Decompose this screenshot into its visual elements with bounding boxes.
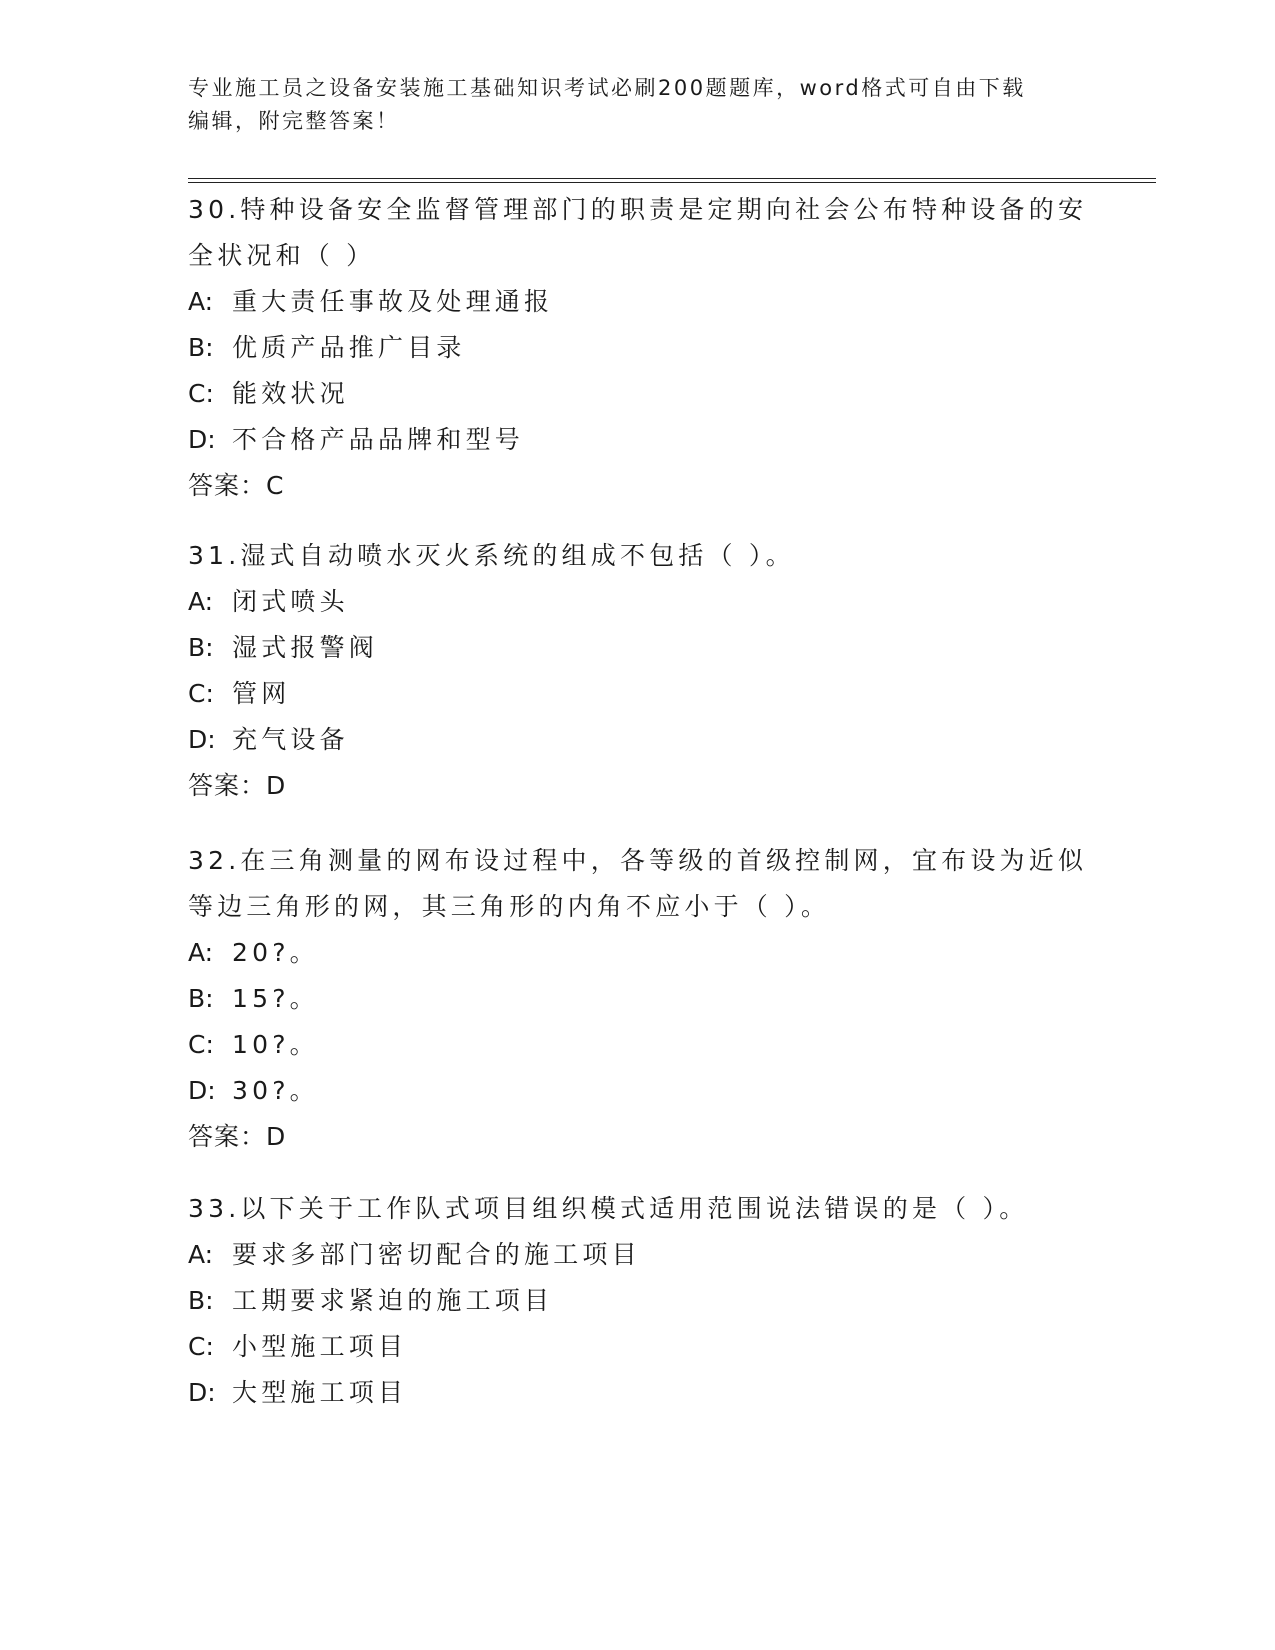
option-text: 重大责任事故及处理通报: [232, 287, 554, 316]
option-a: [188, 579, 1088, 625]
option-a: [188, 930, 1088, 976]
header-line-2: 编辑，附完整答案！: [188, 109, 400, 133]
option-text: 闭式喷头: [232, 587, 349, 616]
option-label: D:: [188, 725, 216, 754]
option-text: 30?。: [232, 1076, 319, 1105]
document-header: [188, 72, 1088, 138]
option-text: 小型施工项目: [232, 1332, 408, 1361]
option-c: [188, 1022, 1088, 1068]
option-text: 大型施工项目: [232, 1378, 408, 1407]
option-text: 10?。: [232, 1030, 319, 1059]
option-text: 充气设备: [232, 725, 349, 754]
option-label: A:: [188, 1240, 214, 1269]
option-b: [188, 325, 1088, 371]
question-stem: 31.湿式自动喷水灭火系统的组成不包括（ ）。: [188, 541, 795, 570]
option-b: [188, 1278, 1088, 1324]
option-b: [188, 625, 1088, 671]
option-text: 优质产品推广目录: [232, 333, 466, 362]
option-label: C:: [188, 1332, 214, 1361]
option-text: 能效状况: [232, 379, 349, 408]
option-d: [188, 717, 1088, 763]
question-32: [188, 838, 1088, 1160]
header-line-1: 专业施工员之设备安装施工基础知识考试必刷200题题库，word格式可自由下载: [188, 76, 1026, 100]
answer: 答案：C: [188, 471, 285, 500]
option-d: [188, 417, 1088, 463]
option-label: B:: [188, 1286, 214, 1315]
option-d: [188, 1068, 1088, 1114]
option-text: 工期要求紧迫的施工项目: [232, 1286, 554, 1315]
option-text: 不合格产品品牌和型号: [232, 425, 525, 454]
question-stem: 全状况和（ ）: [188, 241, 376, 270]
option-c: [188, 1324, 1088, 1370]
option-label: A:: [188, 287, 214, 316]
question-31: [188, 533, 1088, 809]
question-33: [188, 1186, 1088, 1416]
option-b: [188, 976, 1088, 1022]
option-text: 湿式报警阀: [232, 633, 379, 662]
option-label: B:: [188, 984, 214, 1013]
option-label: D:: [188, 425, 216, 454]
option-label: B:: [188, 333, 214, 362]
option-label: A:: [188, 587, 214, 616]
question-30: [188, 187, 1088, 509]
option-label: C:: [188, 679, 214, 708]
option-text: 要求多部门密切配合的施工项目: [232, 1240, 641, 1269]
answer: 答案：D: [188, 771, 287, 800]
option-a: [188, 279, 1088, 325]
option-label: C:: [188, 379, 214, 408]
question-stem: 30.特种设备安全监督管理部门的职责是定期向社会公布特种设备的安: [188, 195, 1088, 224]
question-stem: 32.在三角测量的网布设过程中，各等级的首级控制网，宜布设为近似: [188, 846, 1088, 875]
header-divider-top: [188, 178, 1156, 179]
option-c: [188, 671, 1088, 717]
option-label: D:: [188, 1076, 216, 1105]
option-text: 20?。: [232, 938, 319, 967]
option-label: D:: [188, 1378, 216, 1407]
option-label: A:: [188, 938, 214, 967]
option-c: [188, 371, 1088, 417]
option-a: [188, 1232, 1088, 1278]
option-text: 15?。: [232, 984, 319, 1013]
option-label: B:: [188, 633, 214, 662]
option-text: 管网: [232, 679, 291, 708]
question-stem: 等边三角形的网，其三角形的内角不应小于（ ）。: [188, 892, 831, 921]
option-label: C:: [188, 1030, 214, 1059]
question-stem: 33.以下关于工作队式项目组织模式适用范围说法错误的是（ ）。: [188, 1194, 1029, 1223]
answer: 答案：D: [188, 1122, 287, 1151]
header-divider-bottom: [188, 182, 1156, 183]
option-d: [188, 1370, 1088, 1416]
